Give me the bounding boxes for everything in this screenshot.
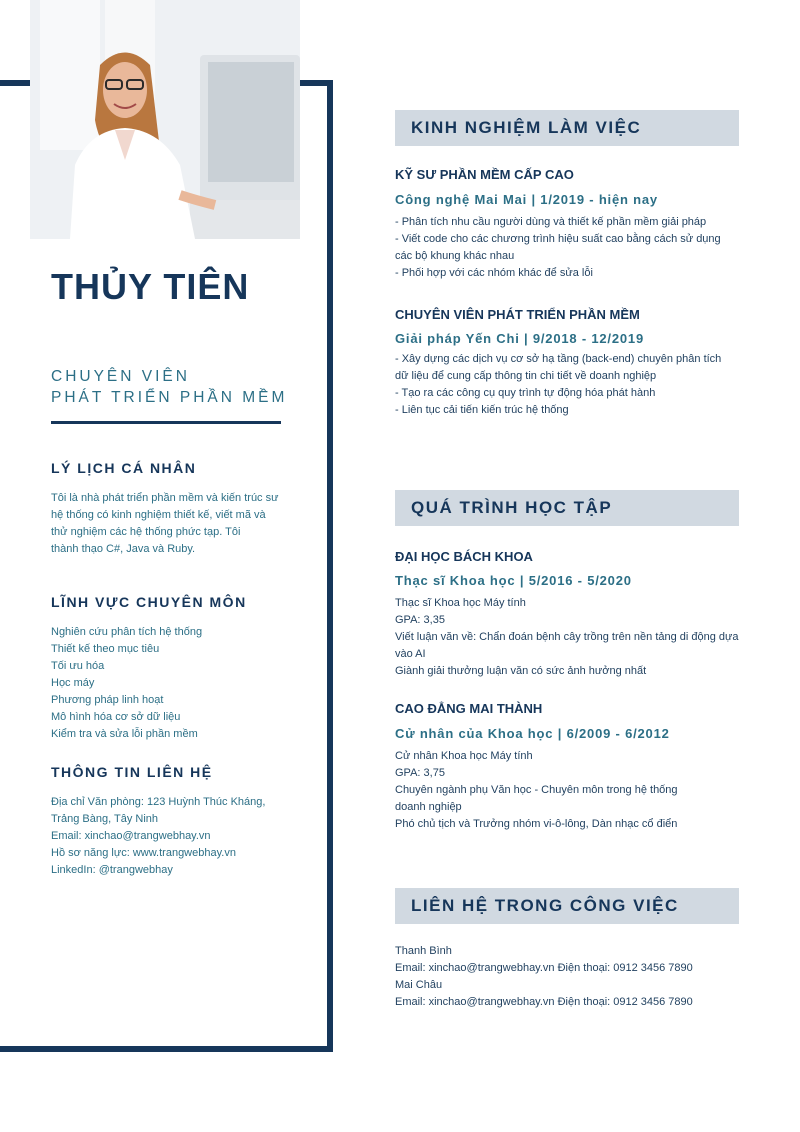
about-text (51, 490, 278, 558)
experience-section-header (395, 110, 739, 146)
school-detail-line: Phó chủ tịch và Trưởng nhóm vi-ô-lông, Dàn nhạc cổ điển (395, 818, 678, 830)
school-degree: Thạc sĩ Khoa học | 5/2016 - 5/2020 (395, 573, 632, 588)
contact-email[interactable]: Email: xinchao@trangwebhay.vn (51, 830, 211, 842)
skill-item: Kiểm tra và sửa lỗi phần mềm (51, 728, 198, 740)
job-bullet: dữ liệu để cung cấp thông tin chi tiết về doanh nghiệp (395, 370, 657, 382)
school-detail-line: GPA: 3,75 (395, 767, 445, 779)
contact-address-line: Địa chỉ Văn phòng: 123 Huỳnh Thúc Kháng, (51, 796, 266, 808)
contact-linkedin[interactable]: LinkedIn: @trangwebhay (51, 864, 173, 876)
job-bullet: - Phối hợp với các nhóm khác để sửa lỗi (395, 267, 593, 279)
divider (51, 421, 281, 424)
job-bullet: - Viết code cho các chương trình hiệu suất cao bằng cách sử dụng (395, 233, 721, 245)
skill-item: Mô hình hóa cơ sở dữ liệu (51, 711, 181, 723)
job-title-line: CHUYÊN VIÊN (51, 368, 190, 385)
experience-heading: KINH NGHIỆM LÀM VIỆC (411, 118, 642, 137)
school-detail-line: doanh nghiệp (395, 801, 462, 813)
about-line: thành thạo C#, Java và Ruby. (51, 543, 196, 555)
contact-heading: THÔNG TIN LIÊN HỆ (51, 764, 213, 780)
contact-portfolio[interactable]: Hồ sơ năng lực: www.trangwebhay.vn (51, 847, 236, 859)
school-detail-line: vào AI (395, 648, 426, 660)
contact-address-line: Trảng Bàng, Tây Ninh (51, 813, 159, 825)
skill-item: Nghiên cứu phân tích hệ thống (51, 626, 203, 638)
reference-name: Mai Châu (395, 979, 443, 991)
school-degree: Cử nhân của Khoa học | 6/2009 - 6/2012 (395, 726, 670, 741)
job-company: Giải pháp Yến Chi | 9/2018 - 12/2019 (395, 331, 644, 346)
job-title (51, 366, 287, 408)
school-detail-line: Giành giải thưởng luận văn có sức ảnh hưởng nhất (395, 665, 647, 677)
person-name: THỦY TIÊN (51, 266, 250, 307)
school-detail-line: Chuyên ngành phụ Văn học - Chuyên môn trong hệ thống (395, 784, 678, 796)
job-description (395, 214, 721, 282)
education-section-header (395, 490, 739, 526)
about-line: hệ thống có kinh nghiệm thiết kế, viết mã và (51, 509, 266, 521)
references-list (395, 943, 693, 1011)
job-role: KỸ SƯ PHẦN MỀM CẤP CAO (395, 167, 574, 182)
school-details (395, 748, 678, 833)
reference-contact[interactable]: Email: xinchao@trangwebhay.vn Điện thoại: 0912 3456 7890 (395, 996, 693, 1008)
education-heading: QUÁ TRÌNH HỌC TẬP (411, 498, 613, 517)
school-detail-line: Cử nhân Khoa học Máy tính (395, 750, 533, 762)
about-heading: LÝ LỊCH CÁ NHÂN (51, 460, 197, 476)
job-title-line: PHÁT TRIỂN PHẦN MỀM (51, 389, 288, 406)
job-bullet: - Tạo ra các công cụ quy trình tự động hóa phát hành (395, 387, 656, 399)
about-line: thử nghiệm các hệ thống phức tạp. Tôi (51, 526, 241, 538)
about-line: Tôi là nhà phát triển phần mềm và kiến trúc sư (51, 492, 279, 504)
job-description (395, 351, 721, 419)
references-heading: LIÊN HỆ TRONG CÔNG VIỆC (411, 896, 679, 915)
school-detail-line: Viết luận văn về: Chẩn đoán bệnh cây trồng trên nền tảng di động dựa (395, 631, 739, 643)
job-bullet: - Xây dựng các dịch vụ cơ sở hạ tầng (back-end) chuyên phân tích (395, 353, 722, 365)
school-details (395, 595, 739, 680)
skills-heading: LĨNH VỰC CHUYÊN MÔN (51, 594, 247, 610)
skill-item: Tối ưu hóa (51, 660, 105, 672)
skills-list (51, 624, 202, 743)
references-section-header (395, 888, 739, 924)
skill-item: Học máy (51, 677, 95, 689)
contact-info (51, 794, 265, 879)
school-name: ĐẠI HỌC BÁCH KHOA (395, 549, 533, 564)
skill-item: Phương pháp linh hoạt (51, 694, 164, 706)
school-detail-line: Thạc sĩ Khoa học Máy tính (395, 597, 526, 609)
skill-item: Thiết kế theo mục tiêu (51, 643, 160, 655)
profile-photo (30, 0, 300, 239)
job-bullet: - Liên tục cải tiến kiến trúc hệ thống (395, 404, 569, 416)
school-detail-line: GPA: 3,35 (395, 614, 445, 626)
reference-contact[interactable]: Email: xinchao@trangwebhay.vn Điện thoại: 0912 3456 7890 (395, 962, 693, 974)
job-bullet: - Phân tích nhu cầu người dùng và thiết kế phần mềm giải pháp (395, 216, 707, 228)
school-name: CAO ĐẲNG MAI THÀNH (395, 701, 543, 716)
job-bullet: các bộ khung khác nhau (395, 250, 515, 262)
reference-name: Thanh Bình (395, 945, 452, 957)
job-role: CHUYÊN VIÊN PHÁT TRIỂN PHẦN MỀM (395, 307, 640, 322)
job-company: Công nghệ Mai Mai | 1/2019 - hiện nay (395, 192, 658, 207)
